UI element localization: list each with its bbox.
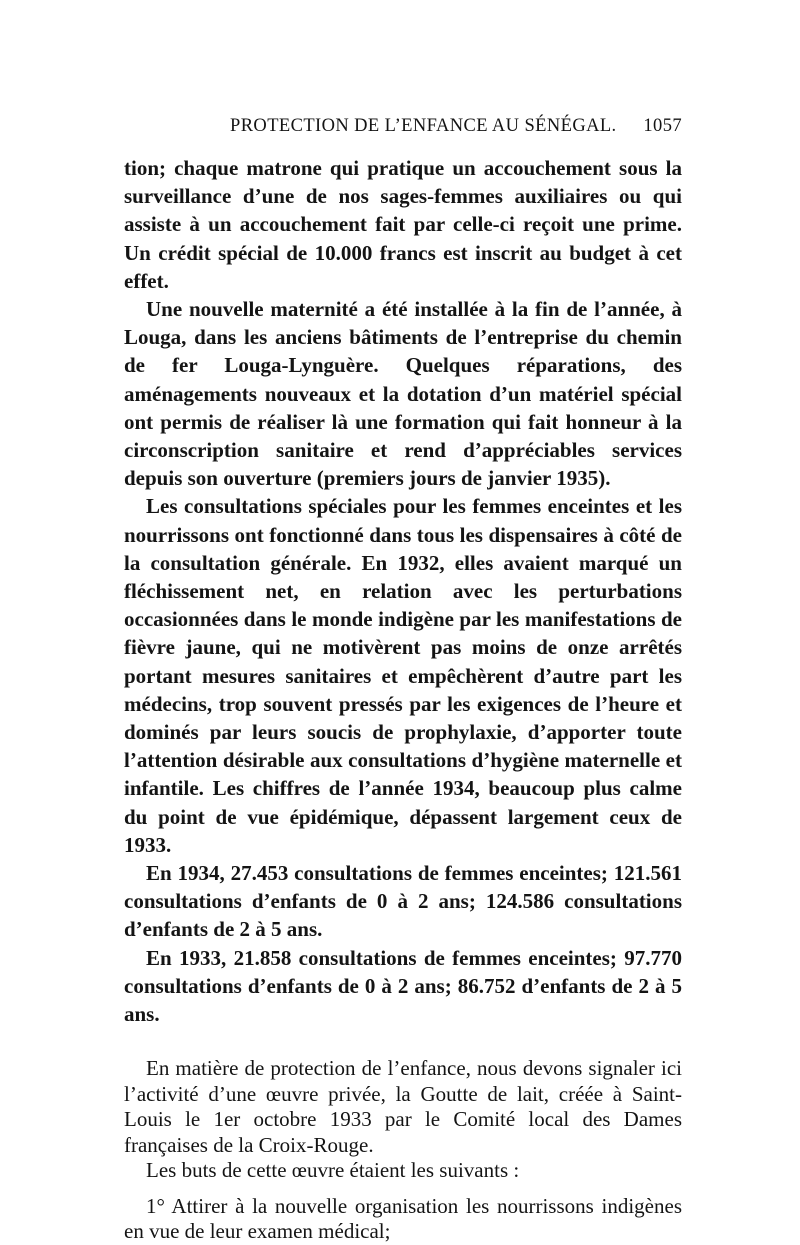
paragraph-4: En 1934, 27.453 consultations de femmes enceintes; 121.561 consultations d’enfants de 0 à 2 ans; 124.586 consultations d’enfants de 2 à 5 ans.: [124, 861, 682, 942]
body-text: [124, 154, 682, 1245]
paragraph-2: Une nouvelle maternité a été installée à la fin de l’année, à Louga, dans les anciens bâtiments de l’entreprise du chemin de fer Louga-Lynguère. Quelques réparations, des aménagements nouveaux et la dotation d’un matériel spécial ont permis de réaliser là une formation qui fait honneur à la circonscription sanitaire et rend d’appréciables services depuis son ouverture (premiers jours de janvier 1935).: [124, 297, 682, 491]
running-head-title: PROTECTION DE L’ENFANCE AU SÉNÉGAL.: [230, 116, 617, 136]
paragraph-5: En 1933, 21.858 consultations de femmes enceintes; 97.770 consultations d’enfants de 0 à 2 ans; 86.752 d’enfants de 2 à 5 ans.: [124, 945, 682, 1027]
paragraph-3: Les consultations spéciales pour les femmes enceintes et les nourrissons ont fonctionné dans tous les dispensaires à côté de la consultation générale. En 1932, elles avaient marqué un fléchissement net, en relation avec les perturbations occasionnées dans le monde indigène par les manifestations de fièvre jaune, qui ne motivèrent pas moins de onze arrêtés portant mesures sanitaires et empêchèrent d’autre part les médecins, trop souvent pressés par les exigences de l’heure et dominés par leurs soucis de prophylaxie, d’apporter toute l’attention désirable aux consultations d’hygiène maternelle et infantile. Les chiffres de l’année 1934, beaucoup plus calme du point de vue épidémique, dépassent largement ceux de 1933.: [124, 494, 682, 857]
paragraph-1: tion; chaque matrone qui pratique un accouchement sous la surveillance d’une de nos sages-femmes auxiliaires ou qui assiste à un accouchement fait par celle-ci reçoit une prime. Un crédit spécial de 10.000 francs est inscrit au budget à cet effet.: [124, 156, 682, 293]
paragraph-6: En matière de protection de l’enfance, nous devons signaler ici l’activité d’une œuvre privée, la Goutte de lait, créée à Saint-Louis le 1er octobre 1933 par le Comité local des Dames françaises de la Croix-Rouge.: [124, 1056, 682, 1157]
paragraph-7: Les buts de cette œuvre étaient les suivants :: [146, 1158, 520, 1183]
page-number: 1057: [643, 116, 682, 136]
paragraph-8: 1° Attirer à la nouvelle organisation les nourrissons indigènes en vue de leur examen médical;: [124, 1193, 682, 1244]
